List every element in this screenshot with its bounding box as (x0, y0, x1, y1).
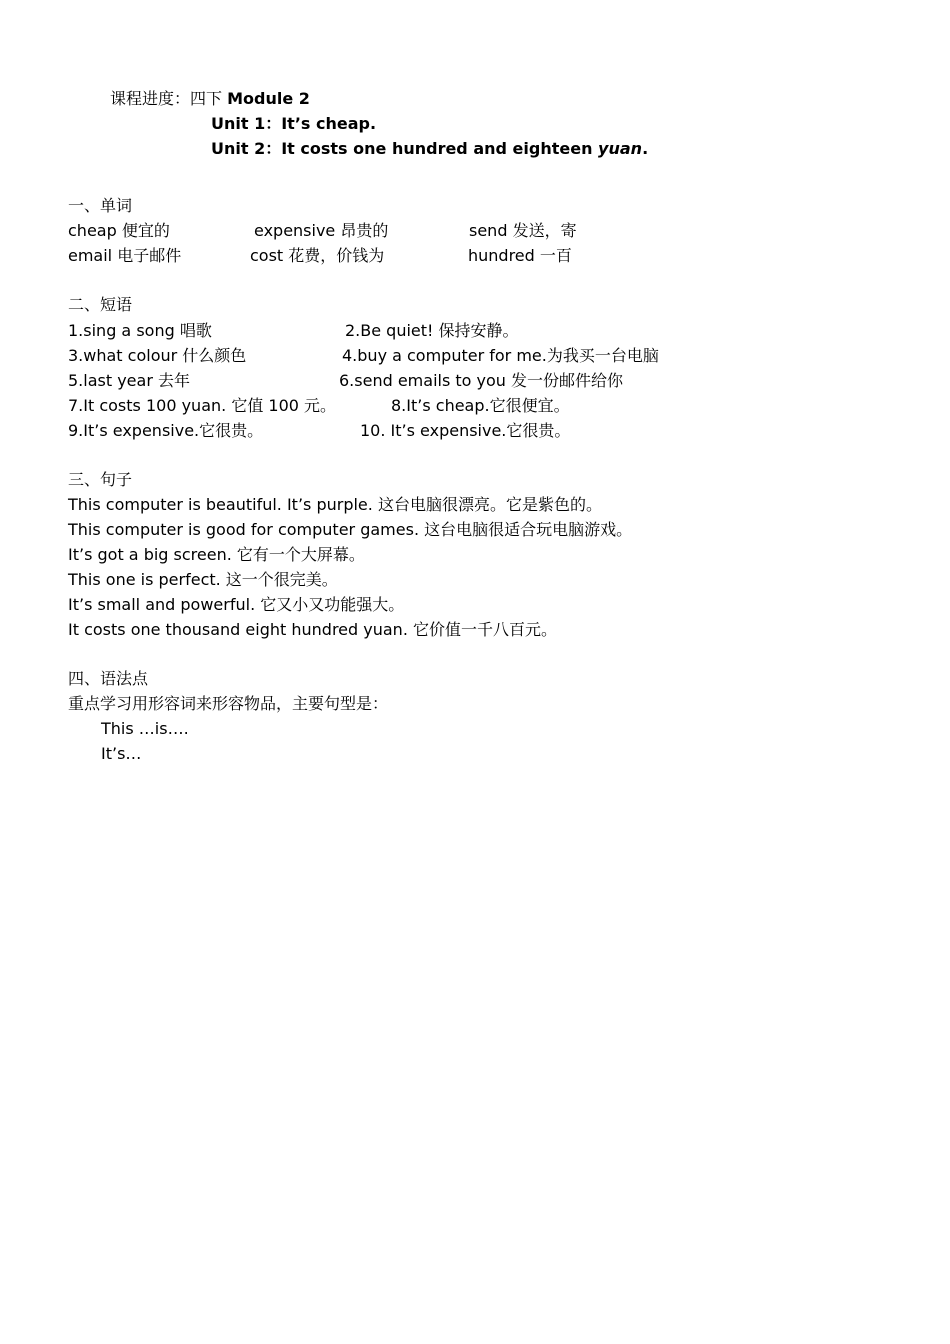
unit1-title: Unit 1：It’s cheap. (211, 114, 377, 133)
phrase-item: 6.send emails to you 发一份邮件给你 (339, 371, 624, 390)
phrase-item: 10. It’s expensive.它很贵。 (360, 421, 571, 440)
phrase-item: 2.Be quiet! 保持安静。 (345, 321, 519, 340)
vocab-item: hundred 一百 (468, 246, 572, 265)
grammar-intro: 重点学习用形容词来形容物品，主要句型是： (68, 694, 389, 713)
sentence-item: It’s small and powerful. 它又小又功能强大。 (68, 595, 405, 614)
sentence-item: This computer is good for computer games. 这台电脑很适合玩电脑游戏。 (68, 520, 633, 539)
phrase-item: 4.buy a computer for me.为我买一台电脑 (342, 346, 659, 365)
sentences-heading: 三、句子 (68, 470, 133, 489)
phrase-item: 3.what colour 什么颜色 (68, 346, 247, 365)
phrases-heading: 二、短语 (68, 295, 133, 314)
sentence-item: This computer is beautiful. It’s purple. 这台电脑很漂亮。它是紫色的。 (68, 495, 602, 514)
grammar-pattern: This …is…. (101, 719, 189, 738)
sentence-item: It costs one thousand eight hundred yuan. 它价值一千八百元。 (68, 620, 557, 639)
sentence-item: This one is perfect. 这一个很完美。 (68, 570, 338, 589)
vocab-item: email 电子邮件 (68, 246, 182, 265)
phrase-item: 5.last year 去年 (68, 371, 190, 390)
vocab-item: cheap 便宜的 (68, 221, 170, 240)
sentence-item: It’s got a big screen. 它有一个大屏幕。 (68, 545, 365, 564)
phrase-item: 9.It’s expensive.它很贵。 (68, 421, 264, 440)
vocab-heading: 一、单词 (68, 196, 133, 215)
vocab-item: expensive 昂贵的 (254, 221, 389, 240)
unit2-yuan: yuan (598, 139, 643, 158)
phrase-item: 1.sing a song 唱歌 (68, 321, 212, 340)
course-progress-line (110, 88, 310, 110)
unit2-text: Unit 2：It costs one hundred and eighteen (211, 139, 593, 158)
grammar-pattern: It’s… (101, 744, 142, 763)
grammar-heading: 四、语法点 (68, 669, 149, 688)
vocab-item: send 发送，寄 (469, 221, 577, 240)
phrase-item: 8.It’s cheap.它很便宜。 (391, 396, 570, 415)
progress-label: 课程进度：四下 (110, 89, 223, 108)
vocab-item: cost 花费，价钱为 (250, 246, 385, 265)
unit2-title (211, 138, 648, 160)
phrase-item: 7.It costs 100 yuan. 它值 100 元。 (68, 396, 337, 415)
unit2-period: . (642, 139, 649, 158)
module-title: Module 2 (227, 89, 310, 108)
